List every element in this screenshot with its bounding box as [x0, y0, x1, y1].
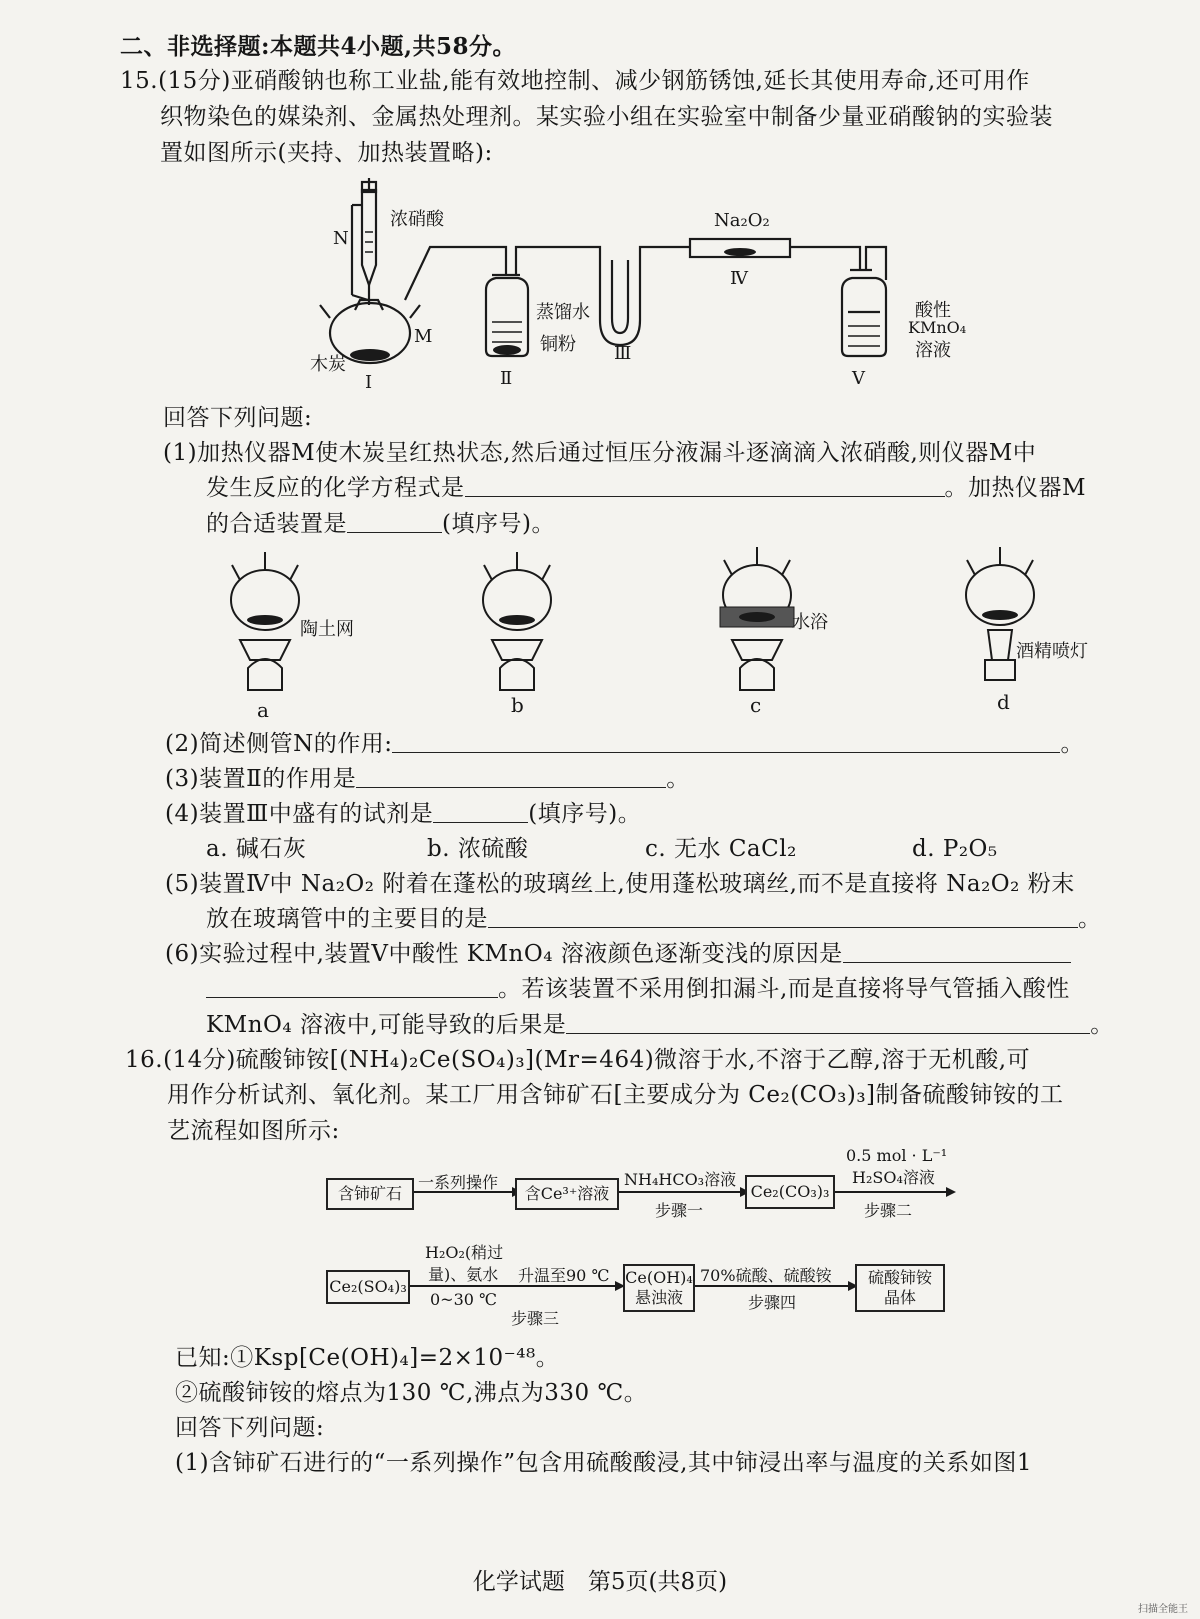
q15-p6-text: (6)实验过程中,装置Ⅴ中酸性 KMnO₄ 溶液颜色逐渐变浅的原因是	[165, 941, 843, 967]
q15-p1-line1: (1)加热仪器M使木炭呈红热状态,然后通过恒压分液漏斗逐滴滴入浓硝酸,则仪器M中	[163, 440, 1037, 466]
heat-c: c	[750, 693, 762, 717]
q15-p6-line2-text: 。若该装置不采用倒扣漏斗,而是直接将导气管插入酸性	[498, 976, 1070, 1002]
heat-d-label: 酒精喷灯	[1016, 641, 1088, 662]
heat-a: a	[257, 698, 269, 722]
q15-p2	[165, 729, 1084, 759]
q15-p3-end: 。	[666, 766, 690, 792]
q15-p1-line3-text: 的合适装置是	[206, 511, 347, 537]
flow-step3: 步骤三	[511, 1309, 560, 1328]
q15-p4-blank[interactable]	[433, 800, 528, 823]
q15-opt-a: a. 碱石灰	[206, 836, 307, 862]
label-N: N	[333, 228, 349, 249]
label-IV: Ⅳ	[730, 268, 748, 289]
flow-ce2co3-box: Ce₂(CO₃)₃	[745, 1175, 835, 1209]
q16-p1: (1)含铈矿石进行的“一系列操作”包含用硫酸酸浸,其中铈浸出率与温度的关系如图1	[175, 1450, 1033, 1476]
q16-answer-intro: 回答下列问题:	[175, 1415, 325, 1441]
q15-p6-blank-c[interactable]	[566, 1011, 1090, 1034]
heat-c-label: 水浴	[792, 612, 828, 633]
flow-h2o2-b: 量)、氨水	[428, 1265, 499, 1284]
q15-opt-d: d. P₂O₅	[912, 836, 998, 862]
q16-line1: 16.(14分)硫酸铈铵[(NH₄)₂Ce(SO₄)₃](Mr=464)微溶于水,不溶于乙醇,溶于无机酸,可	[125, 1047, 1031, 1073]
flow-ce2so4-box: Ce₂(SO₄)₃	[326, 1270, 410, 1304]
q15-p5-line1: (5)装置Ⅳ中 Na₂O₂ 附着在蓬松的玻璃丝上,使用蓬松玻璃丝,而不是直接将 Na₂O₂ 粉末	[165, 871, 1075, 897]
flow-nh4hco3-label: NH₄HCO₃溶液	[624, 1170, 737, 1189]
q15-p1-blank-equation[interactable]	[465, 474, 945, 497]
q15-p6-line3-text: KMnO₄ 溶液中,可能导致的后果是	[206, 1012, 567, 1038]
q15-p5-end: 。	[1078, 906, 1102, 932]
q15-p1-text: 发生反应的化学方程式是	[206, 475, 465, 501]
q15-answer-intro: 回答下列问题:	[163, 405, 313, 431]
q15-line1: 15.(15分)亚硝酸钠也称工业盐,能有效地控制、减少钢筋锈蚀,延长其使用寿命,还可用作	[120, 68, 1030, 94]
q15-p1-line2	[206, 473, 1086, 503]
q15-p3-text: (3)装置Ⅱ的作用是	[165, 766, 357, 792]
q15-p1-blank-device[interactable]	[347, 510, 442, 533]
q16-known2: ②硫酸铈铵的熔点为130 ℃,沸点为330 ℃。	[175, 1380, 648, 1406]
q15-p6-line2	[206, 974, 1070, 1004]
q15-opt-b: b. 浓硫酸	[427, 836, 529, 862]
label-copper: 铜粉	[540, 334, 576, 355]
flow-ceoh4-a: Ce(OH)₄	[625, 1268, 693, 1287]
q15-p1-line3-tail: (填序号)。	[442, 511, 555, 537]
flow-h2o2-a: H₂O₂(稍过	[425, 1243, 504, 1262]
flow-product-a: 硫酸铈铵	[867, 1268, 932, 1287]
heat-b: b	[511, 693, 524, 717]
section-header: 二、非选择题:本题共4小题,共58分。	[120, 33, 517, 60]
q15-p6-blank-a[interactable]	[843, 940, 1071, 963]
label-acid: 酸性	[915, 300, 951, 321]
q15-p1-text-tail: 。加热仪器M	[944, 475, 1087, 501]
flow-conc-label: 0.5 mol · L⁻¹	[846, 1146, 948, 1165]
heat-a-label: 陶土网	[300, 619, 354, 640]
label-I: Ⅰ	[365, 372, 373, 393]
flow-product-b: 晶体	[883, 1288, 916, 1307]
flow-ceoh4-box	[623, 1264, 695, 1312]
q15-p6-line1	[165, 939, 1071, 969]
flow-ore-box: 含铈矿石	[326, 1178, 414, 1210]
q15-line2: 织物染色的媒染剂、金属热处理剂。某实验小组在实验室中制备少量亚硝酸钠的实验装	[160, 104, 1053, 130]
label-water: 蒸馏水	[536, 302, 590, 323]
q15-p5-blank[interactable]	[488, 905, 1078, 928]
flow-step1: 步骤一	[655, 1201, 704, 1220]
page-footer: 化学试题 第5页(共8页)	[472, 1569, 728, 1595]
flow-temp: 0~30 ℃	[430, 1290, 497, 1309]
flow-product-box	[855, 1264, 945, 1312]
heat-d: d	[997, 690, 1010, 714]
q15-p4-end: (填序号)。	[528, 801, 642, 827]
label-M: M	[414, 326, 433, 347]
flow-heat90: 升温至90 ℃	[518, 1266, 610, 1285]
q16-known1: 已知:①Ksp[Ce(OH)₄]=2×10⁻⁴⁸。	[175, 1345, 560, 1371]
flow-ce3-box: 含Ce³⁺溶液	[515, 1178, 619, 1210]
flow-ops-label: 一系列操作	[418, 1173, 499, 1192]
q15-p4	[165, 799, 641, 829]
q15-p4-text: (4)装置Ⅲ中盛有的试剂是	[165, 801, 434, 827]
label-solution: 溶液	[915, 340, 951, 361]
scanner-watermark: 扫描全能王	[1138, 1604, 1188, 1615]
label-charcoal: 木炭	[310, 354, 346, 375]
flow-step2: 步骤二	[864, 1201, 913, 1220]
label-na2o2: Na₂O₂	[714, 210, 770, 231]
flow-h2so4-label: H₂SO₄溶液	[852, 1168, 935, 1187]
q15-p3-blank[interactable]	[356, 765, 666, 788]
q15-p5-line2	[206, 904, 1102, 934]
flow-step4: 步骤四	[748, 1293, 797, 1312]
label-II: Ⅱ	[500, 368, 513, 389]
q15-p5-text: 放在玻璃管中的主要目的是	[206, 906, 488, 932]
label-conc-nitric: 浓硝酸	[390, 209, 444, 230]
q15-opt-c: c. 无水 CaCl₂	[645, 836, 797, 862]
q15-p6-line3	[206, 1010, 1114, 1040]
label-V: Ⅴ	[852, 368, 865, 389]
q15-p6-end: 。	[1090, 1012, 1114, 1038]
q15-line3: 置如图所示(夹持、加热装置略):	[160, 140, 493, 166]
q16-line3: 艺流程如图所示:	[167, 1118, 340, 1144]
q15-p1-line3	[206, 509, 555, 539]
q15-p2-end: 。	[1060, 731, 1084, 757]
flow-acid70: 70%硫酸、硫酸铵	[700, 1266, 832, 1285]
label-III: Ⅲ	[614, 343, 632, 364]
flow-ceoh4-b: 悬浊液	[634, 1288, 683, 1307]
q15-p2-text: (2)简述侧管N的作用:	[165, 731, 393, 757]
q15-p3	[165, 764, 690, 794]
label-kmno4: KMnO₄	[908, 318, 967, 337]
q15-p6-blank-b[interactable]	[206, 975, 498, 998]
q16-line2: 用作分析试剂、氧化剂。某工厂用含铈矿石[主要成分为 Ce₂(CO₃)₃]制备硫酸铈铵的工	[167, 1082, 1064, 1108]
q15-p2-blank[interactable]	[392, 730, 1060, 753]
